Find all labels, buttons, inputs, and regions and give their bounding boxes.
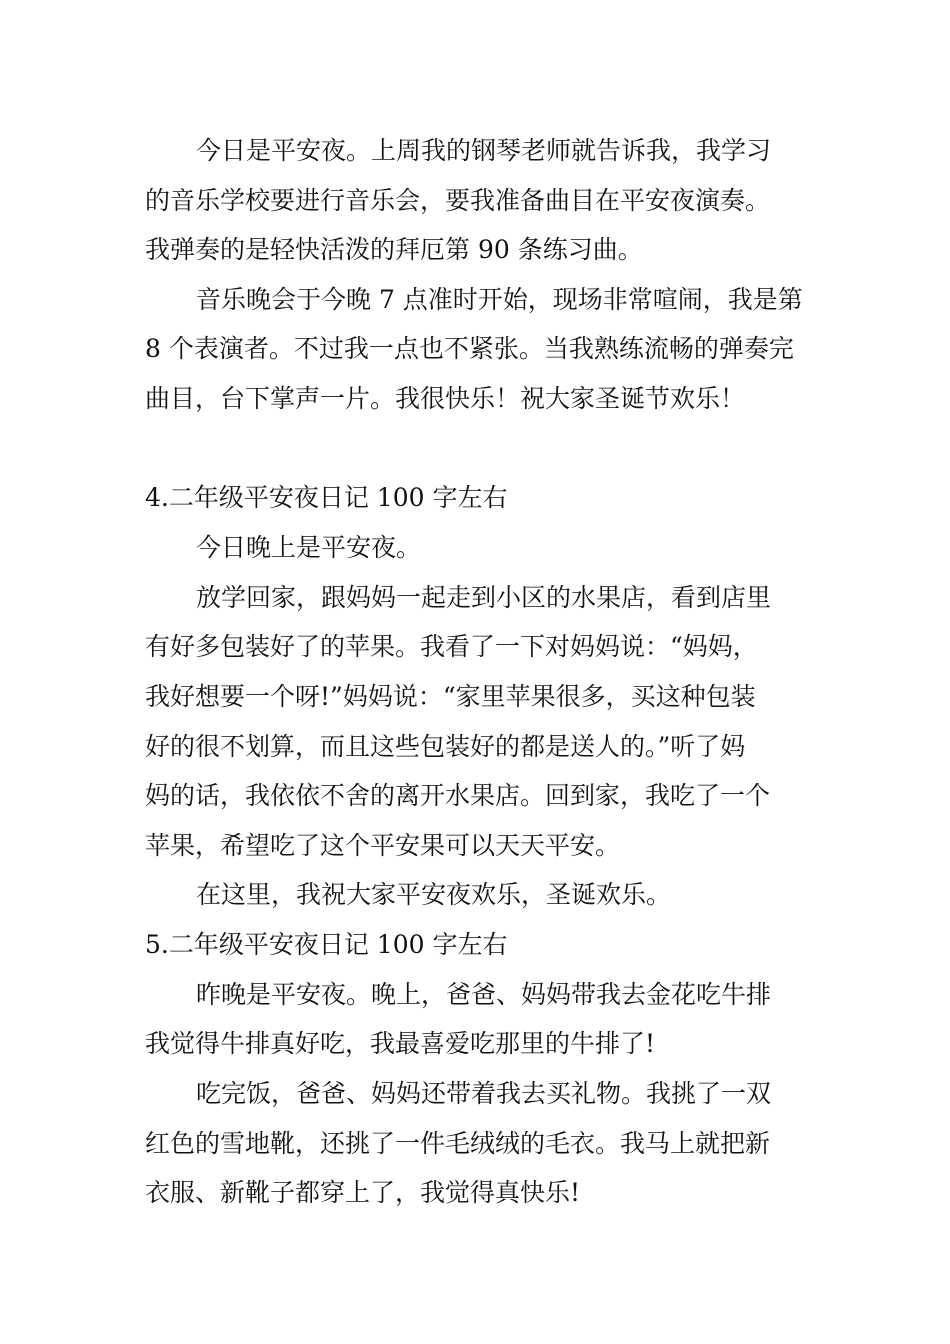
paragraph-line: 我好想要一个呀!”妈妈说：“家里苹果很多，买这种包装 — [145, 682, 756, 711]
paragraph-line: 音乐晚会于今晚 7 点准时开始，现场非常喧闹，我是第 — [196, 285, 803, 314]
paragraph-line: 衣服、新靴子都穿上了，我觉得真快乐! — [145, 1178, 581, 1207]
paragraph-line: 我弹奏的是轻快活泼的拜厄第 90 条练习曲。 — [145, 235, 643, 264]
paragraph-line: 苹果，希望吃了这个平安果可以天天平安。 — [145, 831, 621, 860]
paragraph-line: 昨晚是平安夜。晚上，爸爸、妈妈带我去金花吃牛排 — [196, 980, 772, 1009]
paragraph-line: 今日晚上是平安夜。 — [196, 533, 422, 562]
paragraph-line: 的音乐学校要进行音乐会，要我准备曲目在平安夜演奏。 — [145, 186, 771, 215]
paragraph-line: 红色的雪地靴，还挑了一件毛绒绒的毛衣。我马上就把新 — [145, 1129, 771, 1158]
paragraph-line: 8 个表演者。不过我一点也不紧张。当我熟练流畅的弹奏完 — [145, 334, 794, 363]
section-heading: 4.二年级平安夜日记 100 字左右 — [145, 483, 508, 512]
paragraph-line: 在这里，我祝大家平安夜欢乐，圣诞欢乐。 — [196, 880, 672, 909]
paragraph-line: 吃完饭，爸爸、妈妈还带着我去买礼物。我挑了一双 — [196, 1079, 772, 1108]
paragraph-line: 有好多包装好了的苹果。我看了一下对妈妈说：“妈妈， — [145, 632, 758, 661]
paragraph-line: 我觉得牛排真好吃，我最喜爱吃那里的牛排了! — [145, 1029, 656, 1058]
section-heading: 5.二年级平安夜日记 100 字左右 — [145, 930, 508, 959]
paragraph-line: 今日是平安夜。上周我的钢琴老师就告诉我，我学习 — [196, 136, 772, 165]
paragraph-line: 妈的话，我依依不舍的离开水果店。回到家，我吃了一个 — [145, 781, 771, 810]
paragraph-line: 曲目，台下掌声一片。我很快乐！祝大家圣诞节欢乐！ — [145, 384, 746, 413]
paragraph-line: 好的很不划算，而且这些包装好的都是送人的。”听了妈 — [145, 732, 746, 761]
paragraph-line: 放学回家，跟妈妈一起走到小区的水果店，看到店里 — [196, 583, 772, 612]
